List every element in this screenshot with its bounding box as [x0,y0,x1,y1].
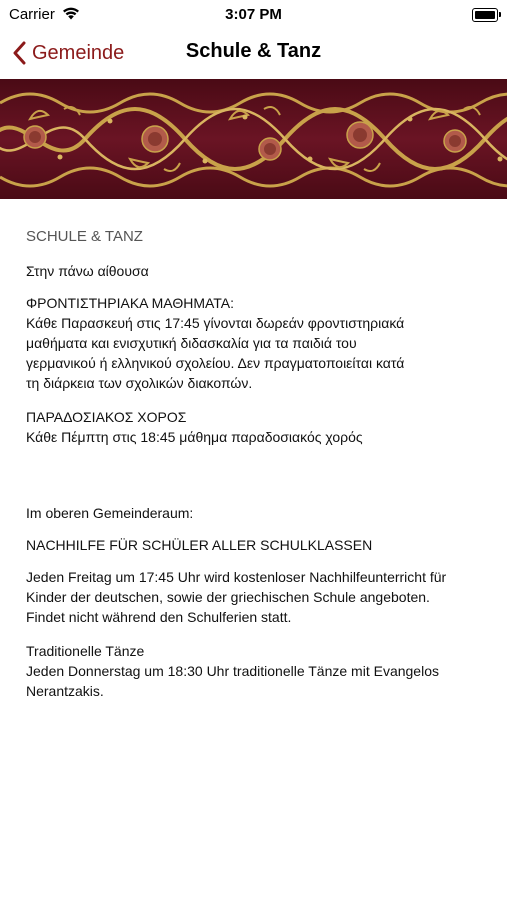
battery-icon [472,8,498,22]
page-title: Schule & Tanz [185,40,322,62]
greek-tutoring-line: μαθήματα και ενισχυτική διδασκαλία για τα παιδιά του [26,335,357,351]
german-dance-line: Jeden Donnerstag um 18:30 Uhr traditionelle Tänze mit Evangelos [26,663,439,679]
ornament-banner [0,79,507,199]
german-location: Im oberen Gemeinderaum: [26,505,194,521]
german-tutoring-title: NACHHILFE FÜR SCHÜLER ALLER SCHULKLASSEN [26,537,373,553]
german-tutoring-line: Jeden Freitag um 17:45 Uhr wird kostenloser Nachhilfeunterricht für [26,569,447,585]
navigation-bar [0,28,507,78]
german-dance-line: Nerantzakis. [26,683,104,699]
greek-location: Στην πάνω αίθουσα [26,263,149,279]
greek-tutoring-title: ΦΡΟΝΤΙΣΤΗΡΙΑΚΑ ΜΑΘΗΜΑΤΑ: [26,295,235,311]
status-bar [0,0,507,28]
greek-dance-text: Κάθε Πέμπτη στις 18:45 μάθημα παραδοσιακός χορός [26,429,363,445]
greek-tutoring-line: Κάθε Παρασκευή στις 17:45 γίνονται δωρεάν φροντιστηριακά [26,315,405,331]
greek-tutoring [26,293,484,393]
german-tutoring [26,567,484,627]
clock: 3:07 PM [225,6,282,23]
greek-tutoring-line: γερμανικού ή ελληνικού σχολείου. Δεν πραγματοποιείται κατά [26,355,405,371]
back-button-label: Gemeinde [32,41,125,64]
german-dance [26,641,484,701]
german-dance-title: Traditionelle Tänze [26,643,145,659]
greek-dance [26,407,484,447]
carrier-label: Carrier [9,6,55,23]
german-tutoring-line: Kinder der deutschen, sowie der griechischen Schule angeboten. [26,589,430,605]
greek-dance-title: ΠΑΡΑΔΟΣΙΑΚΟΣ ΧΟΡΟΣ [26,409,187,425]
ornament-image [0,79,507,199]
section-heading: SCHULE & TANZ [26,228,143,245]
greek-tutoring-line: τη διάρκεια των σχολικών διακοπών. [26,375,253,391]
german-tutoring-line: Findet nicht während den Schulferien statt. [26,609,292,625]
content-area [26,227,484,715]
